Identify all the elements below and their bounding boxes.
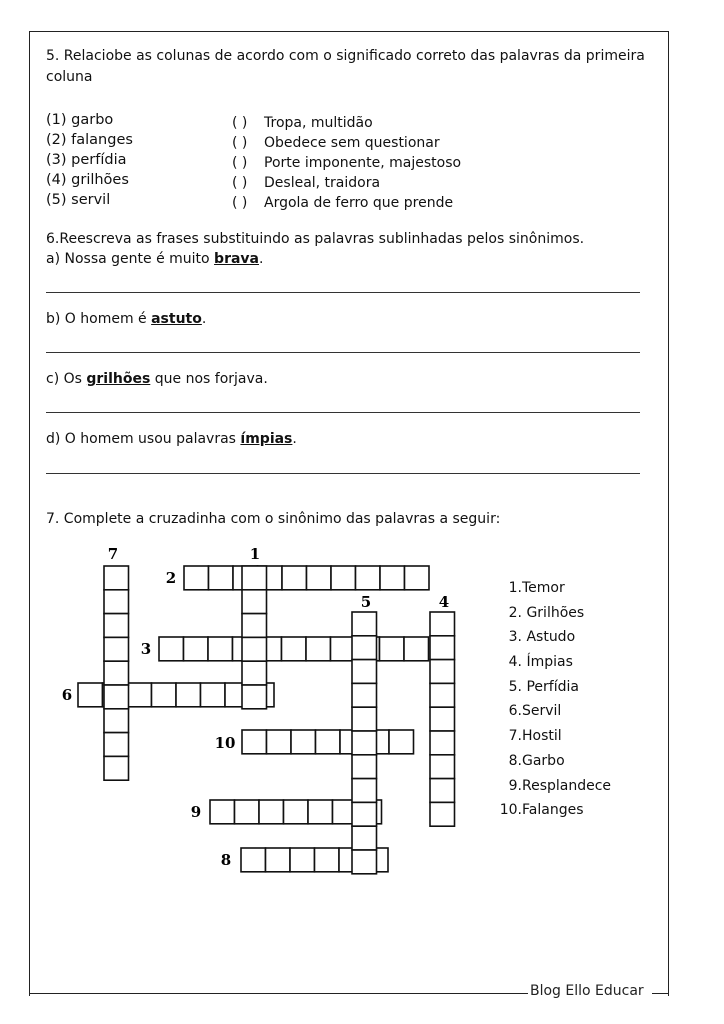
crossword-cell[interactable] [210, 800, 235, 824]
crossword-cell[interactable] [315, 848, 340, 872]
grid-number-4: 4 [438, 593, 450, 611]
crossword-cell[interactable] [104, 756, 129, 780]
question-5-title: 5. Relaciobe as colunas de acordo com o significado correto das palavras da primeira coluna [46, 48, 645, 85]
crossword-cell[interactable] [259, 800, 284, 824]
clue-item: 5. Perfídia [508, 678, 579, 695]
grid-number-8: 8 [220, 851, 232, 869]
crossword-cell[interactable] [242, 614, 267, 638]
crossword-cell[interactable] [209, 566, 234, 590]
crossword-cell[interactable] [307, 566, 332, 590]
answer-parenthesis[interactable]: ( ) [232, 195, 248, 211]
crossword-cell[interactable] [242, 637, 267, 661]
crossword-cell[interactable] [235, 800, 260, 824]
crossword-cell[interactable] [152, 683, 177, 707]
crossword-cell[interactable] [356, 566, 381, 590]
grid-number-5: 5 [360, 593, 372, 611]
crossword-cell[interactable] [430, 707, 455, 731]
crossword-cell[interactable] [430, 683, 455, 707]
crossword-cell[interactable] [242, 590, 267, 614]
crossword-cell[interactable] [104, 590, 129, 614]
crossword-cell[interactable] [405, 566, 430, 590]
q6-item-a: a) Nossa gente é muito brava. [46, 251, 264, 267]
crossword-cell[interactable] [430, 731, 455, 755]
crossword-cell[interactable] [352, 850, 377, 874]
q5-left-item: (5) servil [46, 192, 111, 208]
crossword-cell[interactable] [352, 707, 377, 731]
footer-credit: Blog Ello Educar [530, 983, 644, 999]
crossword-cell[interactable] [352, 826, 377, 850]
crossword-cell[interactable] [242, 730, 267, 754]
crossword-cell[interactable] [104, 685, 129, 709]
crossword-cell[interactable] [104, 661, 129, 685]
grid-number-7: 7 [107, 545, 119, 563]
crossword-cell[interactable] [159, 637, 184, 661]
crossword-cell[interactable] [380, 566, 405, 590]
grid-number-9: 9 [190, 803, 202, 821]
answer-parenthesis[interactable]: ( ) [232, 135, 248, 151]
q5-left-item: (1) garbo [46, 112, 114, 128]
crossword-cell[interactable] [306, 637, 331, 661]
crossword-clue-list [498, 576, 611, 823]
clue-item: 10.Falanges [499, 802, 584, 819]
crossword-cell[interactable] [430, 802, 455, 826]
answer-parenthesis[interactable]: ( ) [232, 175, 248, 191]
clue-item: 8.Garbo [508, 752, 565, 769]
crossword-cell[interactable] [241, 848, 266, 872]
crossword-cell[interactable] [176, 683, 201, 707]
crossword-cell[interactable] [127, 683, 152, 707]
answer-parenthesis[interactable]: ( ) [232, 115, 248, 131]
crossword-cell[interactable] [208, 637, 233, 661]
crossword-cell[interactable] [242, 685, 267, 709]
q5-right-item: ( ) Porte imponente, majestoso [232, 155, 462, 171]
crossword-cell[interactable] [78, 683, 103, 707]
underlined-word: ímpias [240, 431, 293, 447]
clue-item: 1.Temor [508, 580, 565, 596]
crossword-cell[interactable] [430, 660, 455, 684]
q5-right-item: ( ) Tropa, multidão [232, 115, 373, 131]
q5-left-item: (3) perfídia [46, 152, 127, 168]
crossword-cell[interactable] [104, 614, 129, 638]
answer-parenthesis[interactable]: ( ) [232, 155, 248, 171]
underlined-word: brava [214, 251, 259, 267]
crossword-cell[interactable] [282, 566, 307, 590]
crossword-cell[interactable] [352, 755, 377, 779]
q6-item-c: c) Os grilhões que nos forjava. [46, 371, 268, 387]
crossword-cell[interactable] [389, 730, 414, 754]
crossword-cell[interactable] [267, 730, 292, 754]
underlined-word: astuto [151, 311, 202, 327]
crossword-cell[interactable] [242, 661, 267, 685]
grid-number-1: 1 [249, 545, 261, 563]
crossword-cell[interactable] [104, 566, 129, 590]
crossword-cell[interactable] [282, 637, 307, 661]
q5-left-item: (4) grilhões [46, 172, 129, 188]
crossword-cell[interactable] [352, 779, 377, 803]
crossword-cell[interactable] [331, 566, 356, 590]
grid-number-3: 3 [140, 640, 152, 658]
q6-item-d: d) O homem usou palavras ímpias. [46, 431, 297, 447]
clue-item: 2. Grilhões [508, 604, 585, 621]
crossword-cell[interactable] [352, 802, 377, 826]
crossword-cell[interactable] [242, 566, 267, 590]
question-6-title: 6.Reescreva as frases substituindo as palavras sublinhadas pelos sinônimos. [46, 231, 585, 247]
question-7-title: 7. Complete a cruzadinha com o sinônimo das palavras a seguir: [46, 511, 501, 527]
grid-number-2: 2 [165, 569, 177, 587]
crossword-cell[interactable] [352, 683, 377, 707]
q5-right-item: ( ) Argola de ferro que prende [232, 195, 454, 211]
crossword-cell[interactable] [290, 848, 315, 872]
q6-item-b: b) O homem é astuto. [46, 311, 207, 327]
crossword-cell[interactable] [104, 733, 129, 757]
q5-left-item: (2) falanges [46, 132, 133, 148]
crossword-cell[interactable] [352, 612, 377, 636]
crossword-cell[interactable] [104, 709, 129, 733]
crossword-cell[interactable] [291, 730, 316, 754]
underlined-word: grilhões [86, 371, 151, 387]
crossword-cell[interactable] [352, 636, 377, 660]
crossword-cell[interactable] [380, 637, 405, 661]
crossword-cell[interactable] [184, 637, 209, 661]
clue-item: 3. Astudo [508, 629, 576, 646]
grid-number-6: 6 [61, 686, 73, 704]
clue-item: 7.Hostil [508, 728, 562, 745]
crossword-cell[interactable] [430, 612, 455, 636]
crossword-cell[interactable] [316, 730, 341, 754]
crossword-cell[interactable] [404, 637, 429, 661]
crossword-cell[interactable] [352, 731, 377, 755]
grid-number-10: 10 [214, 734, 236, 752]
crossword-cell[interactable] [430, 755, 455, 779]
clue-item: 6.Servil [508, 703, 562, 720]
clue-item: 9.Resplandece [508, 777, 612, 794]
q5-right-item: ( ) Desleal, traidora [232, 175, 381, 191]
crossword-cell[interactable] [308, 800, 333, 824]
crossword-cell[interactable] [352, 660, 377, 684]
q5-right-item: ( ) Obedece sem questionar [232, 135, 440, 151]
crossword-cell[interactable] [266, 848, 291, 872]
crossword-cell[interactable] [104, 637, 129, 661]
crossword-cell[interactable] [201, 683, 226, 707]
crossword-cell[interactable] [284, 800, 309, 824]
crossword-cell[interactable] [430, 779, 455, 803]
clue-item: 4. Ímpias [508, 654, 573, 671]
crossword-cell[interactable] [430, 636, 455, 660]
crossword-cell[interactable] [184, 566, 209, 590]
